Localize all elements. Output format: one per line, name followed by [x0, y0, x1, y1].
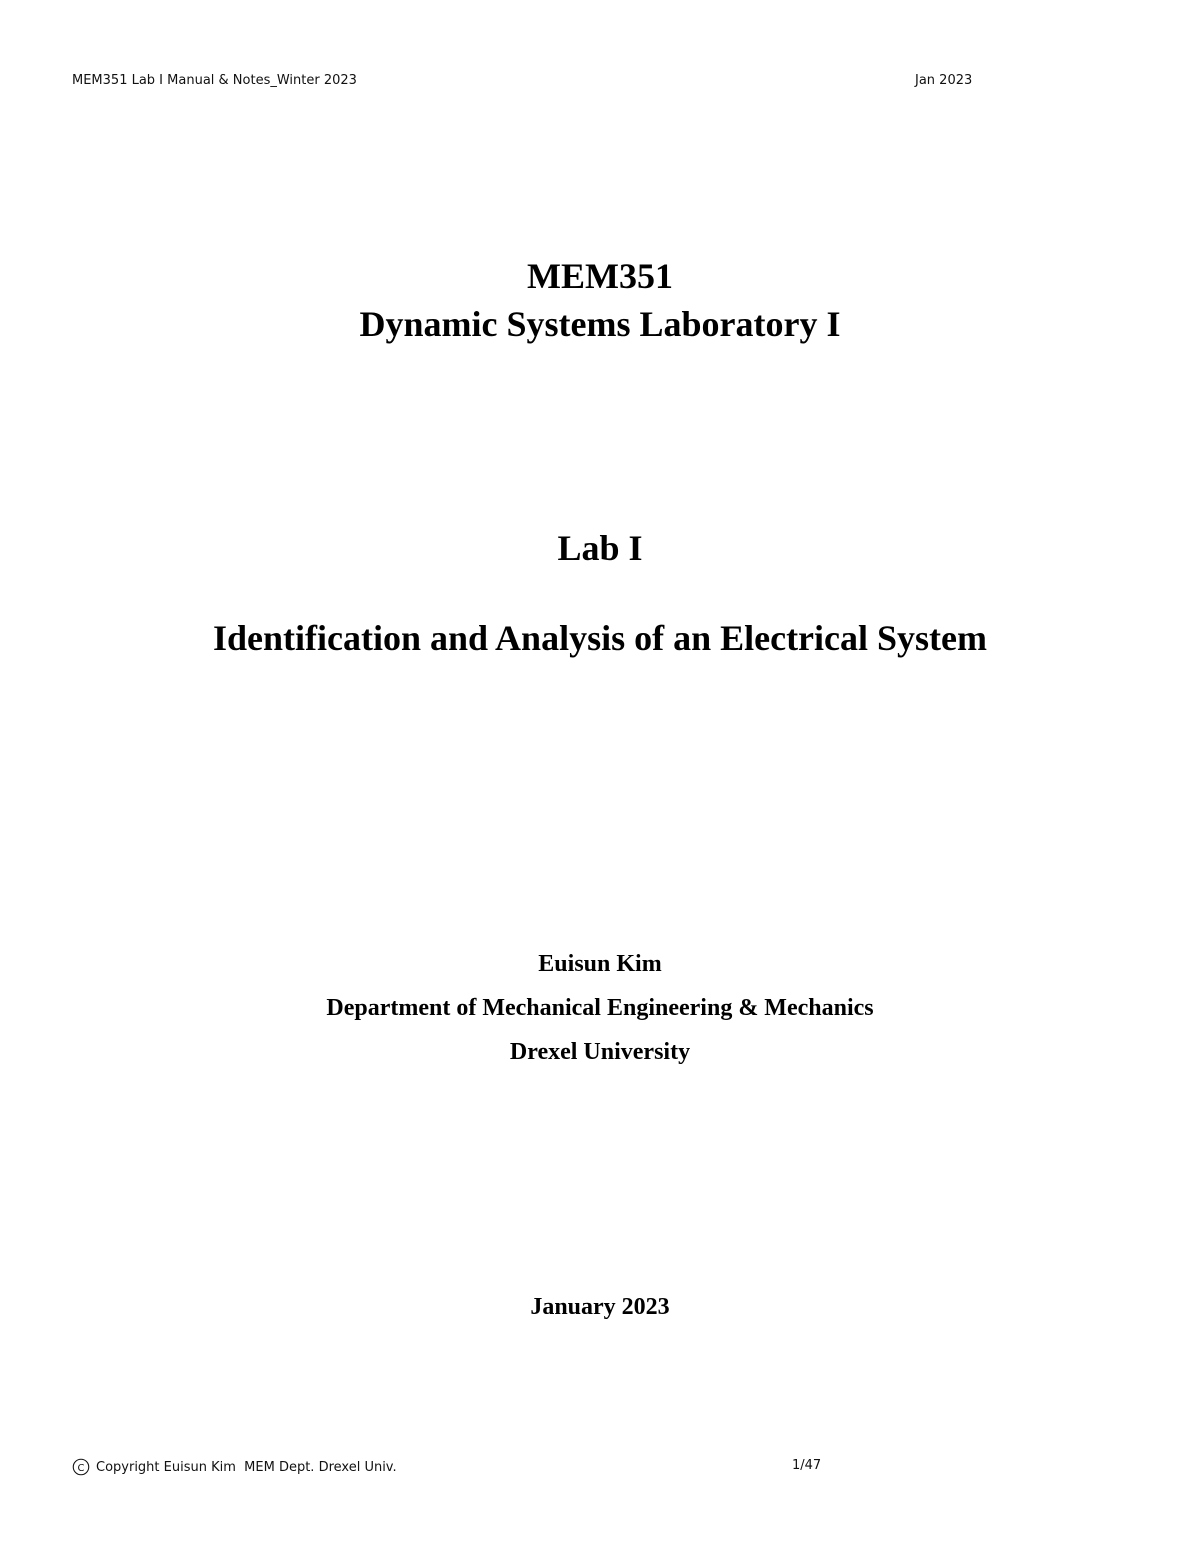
publication-date: January 2023 [530, 1294, 670, 1320]
copyright-icon [72, 1458, 90, 1476]
header-date: Jan 2023 [915, 73, 973, 88]
author-department: Department of Mechanical Engineering & Mechanics [326, 995, 874, 1021]
lab-title: Identification and Analysis of an Electrical System [212, 618, 988, 658]
author-block [0, 942, 1200, 1074]
footer-copyright [72, 1458, 397, 1476]
course-code: MEM351 [527, 256, 673, 296]
page-number: 1/47 [792, 1458, 822, 1473]
svg-text:C: C [77, 1462, 85, 1474]
copyright-text: Copyright Euisun Kim MEM Dept. Drexel Univ. [96, 1459, 397, 1475]
header-document-title: MEM351 Lab I Manual & Notes_Winter 2023 [72, 73, 357, 88]
author-university: Drexel University [509, 1039, 691, 1065]
author-name: Euisun Kim [538, 951, 662, 977]
running-footer [0, 1458, 1200, 1480]
course-name: Dynamic Systems Laboratory I [359, 304, 841, 344]
running-header [0, 73, 1200, 93]
title-block [0, 252, 1200, 348]
lab-number: Lab I [557, 528, 643, 568]
